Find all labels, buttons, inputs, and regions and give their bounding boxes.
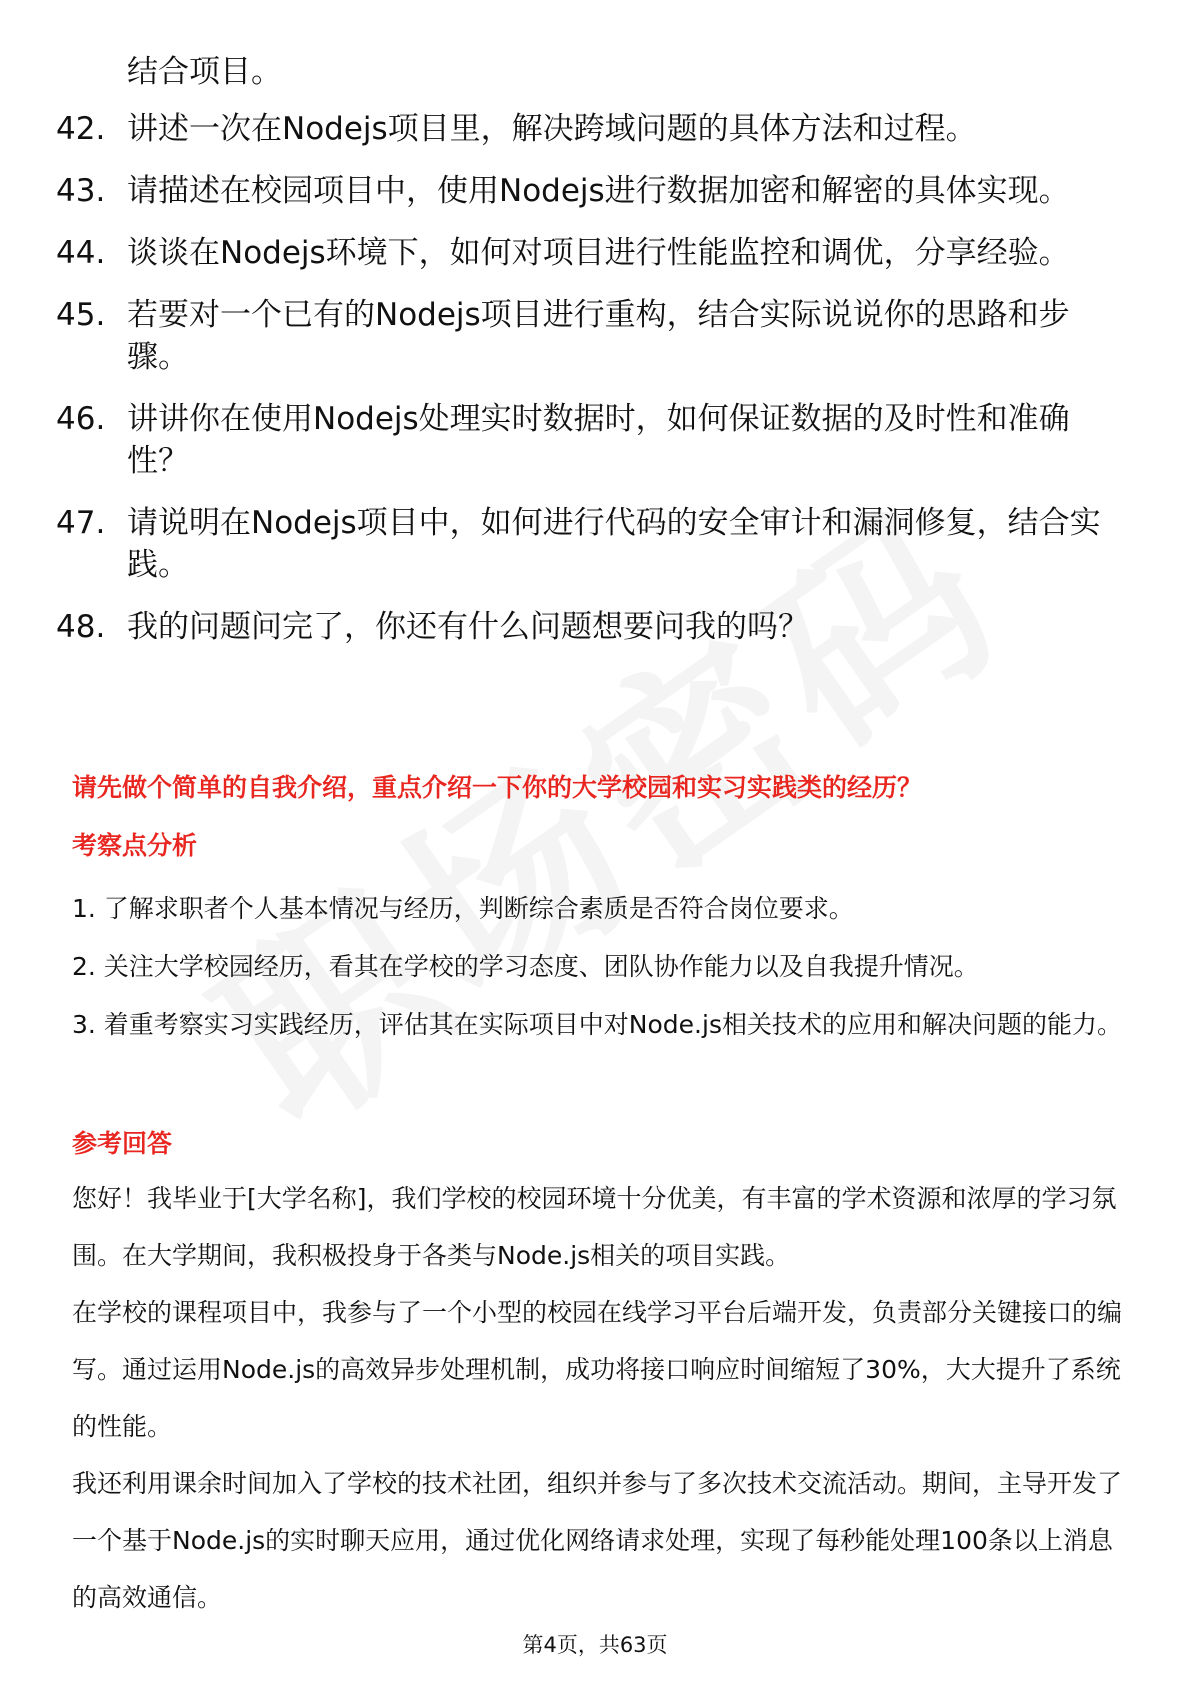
answer-heading: 参考回答	[72, 1129, 173, 1158]
question-text: 谈谈在Nodejs环境下，如何对项目进行性能监控和调优，分享经验。	[127, 235, 1070, 271]
analysis-heading: 考察点分析	[72, 831, 198, 860]
question-number: 48.	[56, 609, 106, 645]
question-number: 44.	[56, 235, 106, 271]
answer-paragraph: 您好！我毕业于[大学名称]，我们学校的校园环境十分优美，有丰富的学术资源和浓厚的学习氛围。在大学期间，我积极投身于各类与Node.js相关的项目实践。	[72, 1184, 1117, 1270]
question-text: 请说明在Nodejs项目中，如何进行代码的安全审计和漏洞修复，结合实践。	[127, 505, 1101, 583]
analysis-item: 3. 着重考察实习实践经历，评估其在实际项目中对Node.js相关技术的应用和解决问题的能力。	[72, 1010, 1122, 1039]
question-item	[56, 502, 1126, 586]
answer-body	[72, 1170, 1132, 1626]
question-number: 42.	[56, 111, 106, 147]
question-text: 讲讲你在使用Nodejs处理实时数据时，如何保证数据的及时性和准确性？	[127, 401, 1070, 479]
question-number: 46.	[56, 401, 106, 437]
question-text: 我的问题问完了，你还有什么问题想要问我的吗？	[127, 609, 809, 645]
question-item	[56, 108, 1126, 150]
page-footer: 第4页，共63页	[522, 1633, 668, 1657]
answer-paragraph: 我还利用课余时间加入了学校的技术社团，组织并参与了多次技术交流活动。期间，主导开发了一个基于Node.js的实时聊天应用，通过优化网络请求处理，实现了每秒能处理100条以上消息的高效通信。	[72, 1469, 1123, 1612]
continuation-text: 结合项目。	[127, 54, 282, 90]
question-text: 若要对一个已有的Nodejs项目进行重构，结合实际说说你的思路和步骤。	[127, 297, 1070, 375]
question-number: 43.	[56, 173, 106, 209]
question-item	[56, 232, 1126, 274]
question-item	[56, 606, 1126, 648]
answer-paragraph: 在学校的课程项目中，我参与了一个小型的校园在线学习平台后端开发，负责部分关键接口的编写。通过运用Node.js的高效异步处理机制，成功将接口响应时间缩短了30%，大大提升了系统的性能。	[72, 1298, 1123, 1441]
question-item	[56, 294, 1126, 378]
interview-question-heading: 请先做个简单的自我介绍，重点介绍一下你的大学校园和实习实践类的经历？	[72, 773, 923, 802]
analysis-item: 2. 关注大学校园经历，看其在学校的学习态度、团队协作能力以及自我提升情况。	[72, 952, 979, 981]
analysis-item: 1. 了解求职者个人基本情况与经历，判断综合素质是否符合岗位要求。	[72, 894, 854, 923]
question-text: 请描述在校园项目中，使用Nodejs进行数据加密和解密的具体实现。	[127, 173, 1070, 209]
question-text: 讲述一次在Nodejs项目里，解决跨域问题的具体方法和过程。	[127, 111, 977, 147]
analysis-list	[72, 880, 1132, 1054]
question-item	[56, 398, 1126, 482]
question-number: 47.	[56, 505, 106, 541]
question-list	[56, 108, 1126, 668]
question-item	[56, 170, 1126, 212]
question-number: 45.	[56, 297, 106, 333]
